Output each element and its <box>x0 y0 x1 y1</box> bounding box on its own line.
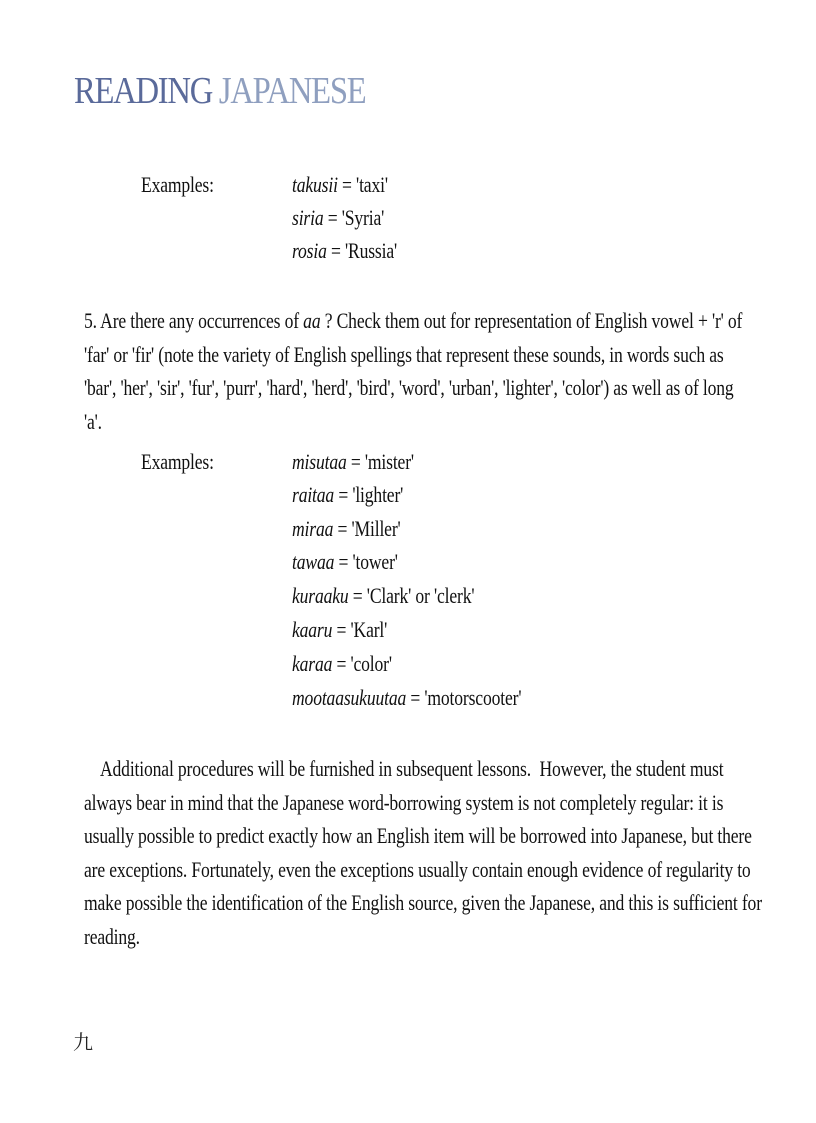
example-term: mootaasukuutaa <box>292 685 407 710</box>
example-term: miraa <box>292 516 334 541</box>
example-line <box>292 516 401 542</box>
example-line <box>292 449 414 475</box>
example-gloss: = 'Karl' <box>332 617 388 642</box>
example-term: karaa <box>292 651 333 676</box>
example-line <box>292 172 388 198</box>
paragraph-line: 'a'. <box>84 408 102 434</box>
example-term: siria <box>292 205 324 230</box>
paragraph-line: 'bar', 'her', 'sir', 'fur', 'purr', 'hard', 'herd', 'bird', 'word', 'urban', 'lighter', 'color') as well as of long <box>84 375 734 400</box>
paragraph-line: usually possible to predict exactly how an English item will be borrowed into Japanese, but there <box>84 823 752 848</box>
example-line <box>292 205 384 231</box>
example-line <box>292 482 403 508</box>
title-part-reading: READING <box>74 70 213 112</box>
example-term: takusii <box>292 172 338 197</box>
example-gloss: = 'color' <box>332 651 392 676</box>
example-term: misutaa <box>292 449 347 474</box>
example-term: kuraaku <box>292 583 349 608</box>
paragraph-line: 'far' or 'fir' (note the variety of English spellings that represent these sounds, in words such as <box>84 341 724 367</box>
paragraph-line: make possible the identification of the English source, given the Japanese, and this is sufficient for <box>84 890 762 915</box>
title-part-japanese: JAPANESE <box>218 70 366 112</box>
examples-label: Examples: <box>141 172 214 197</box>
text-run-italic: aa <box>303 308 321 333</box>
paragraph-line: are exceptions. Fortunately, even the exceptions usually contain enough evidence of regularity to <box>84 856 751 882</box>
example-gloss: = 'Russia' <box>326 238 397 263</box>
example-line <box>292 238 397 264</box>
example-gloss: = 'taxi' <box>337 172 388 197</box>
example-line <box>292 685 521 711</box>
example-gloss: = 'Miller' <box>333 516 401 541</box>
paragraph-line <box>84 304 742 338</box>
examples-label: Examples: <box>141 449 214 474</box>
paragraph-line: Additional procedures will be furnished in subsequent lessons. However, the student must <box>84 756 724 781</box>
page-title <box>74 72 365 110</box>
paragraph-line: always bear in mind that the Japanese word-borrowing system is not completely regular: it is <box>84 789 724 815</box>
example-gloss: = 'mister' <box>346 449 414 474</box>
question-5-paragraph <box>84 304 742 438</box>
text-run: ? Check them out for representation of English vowel + 'r' of <box>320 308 743 333</box>
example-line <box>292 651 392 677</box>
example-term: kaaru <box>292 617 333 642</box>
example-gloss: = 'tower' <box>334 549 398 574</box>
example-term: raitaa <box>292 482 335 507</box>
example-line <box>292 617 387 643</box>
closing-paragraph <box>84 752 762 953</box>
paragraph-line: reading. <box>84 923 140 949</box>
example-line <box>292 583 474 609</box>
example-gloss: = 'motorscooter' <box>406 685 522 710</box>
example-term: rosia <box>292 238 327 263</box>
text-run: 5. Are there any occurrences of <box>84 308 304 333</box>
example-term: tawaa <box>292 549 335 574</box>
example-gloss: = 'lighter' <box>334 482 404 507</box>
example-line <box>292 549 398 575</box>
example-gloss: = 'Clark' or 'clerk' <box>348 583 475 608</box>
page-number-glyph: 九 <box>73 1030 93 1054</box>
example-gloss: = 'Syria' <box>323 205 385 230</box>
